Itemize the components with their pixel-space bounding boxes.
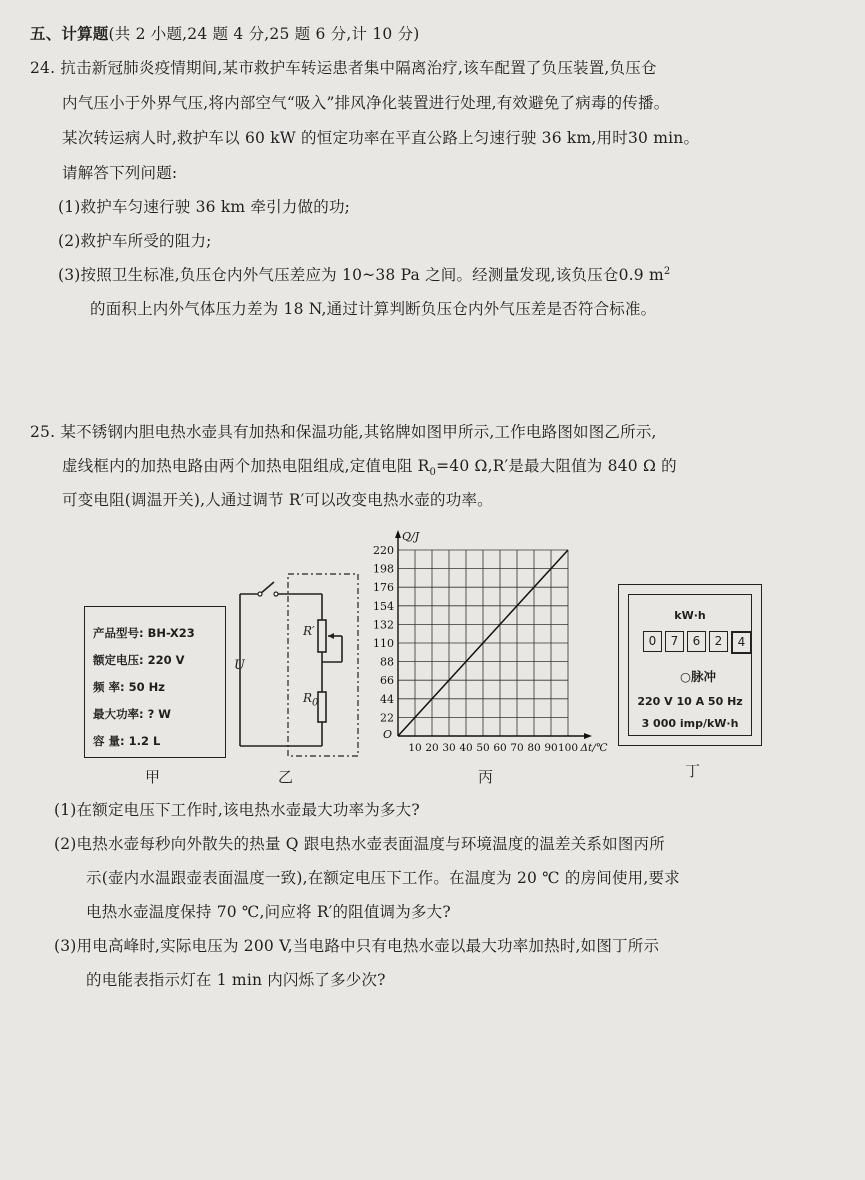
meter-pulse-indicator: ○脉冲 — [680, 669, 716, 684]
y-tick-label: 198 — [373, 562, 394, 576]
q24-line-3: 某次转运病人时,救护车以 60 kW 的恒定功率在平直公路上匀速行驶 36 km,用时30 min。 — [62, 129, 700, 147]
meter-digit: 0 — [643, 631, 662, 652]
y-tick-label: 220 — [373, 544, 394, 557]
q25-line-1: 25. 某不锈钢内胆电热水壶具有加热和保温功能,其铭牌如图甲所示,工作电路图如图乙所示, — [30, 423, 657, 441]
meter-digit: 2 — [709, 631, 728, 652]
nameplate-voltage: 额定电压: 220 V — [93, 653, 185, 667]
circuit-r0-label — [303, 691, 318, 708]
q25-line-2b: =40 Ω,R′是最大阻值为 840 Ω 的 — [436, 457, 677, 475]
y-axis-label: Q/J — [402, 530, 420, 543]
y-tick-label: 176 — [373, 581, 394, 595]
q25-line-2-sub: 0 — [429, 467, 437, 479]
q25-sub-3b: 的电能表指示灯在 1 min 内闪烁了多少次? — [86, 971, 386, 989]
meter-digit: 6 — [687, 631, 706, 652]
x-tick-label: 70 — [510, 742, 524, 754]
q24-sub-3a — [58, 263, 670, 285]
q24-sub-3b: 的面积上内外气体压力差为 18 N,通过计算判断负压仓内外气压差是否符合标准。 — [90, 300, 657, 318]
q24-line-1: 24. 抗击新冠肺炎疫情期间,某市救护车转运患者集中隔离治疗,该车配置了负压装置,负压仓 — [30, 59, 657, 77]
origin-label: O — [382, 728, 392, 741]
circuit-r-prime-label: R′ — [303, 624, 315, 638]
nameplate-model: 产品型号: BH-X23 — [93, 626, 195, 640]
x-axis-label: Δt/℃ — [580, 742, 608, 754]
x-tick-label: 20 — [425, 742, 439, 754]
x-tick-label: 30 — [442, 742, 456, 754]
y-tick-label: 44 — [380, 692, 394, 706]
q24-sub-2: (2)救护车所受的阻力; — [58, 232, 212, 250]
y-tick-label: 66 — [380, 674, 394, 688]
q25-sub-2c: 电热水壶温度保持 70 ℃,问应将 R′的阻值调为多大? — [86, 903, 451, 921]
meter-face — [628, 594, 752, 736]
q25-sub-2a: (2)电热水壶每秒向外散失的热量 Q 跟电热水壶表面温度与环境温度的温差关系如图丙所 — [54, 835, 665, 853]
section-note: (共 2 小题,24 题 4 分,25 题 6 分,计 10 分) — [108, 25, 420, 43]
caption-yi: 乙 — [278, 768, 294, 786]
q25-sub-1: (1)在额定电压下工作时,该电热水壶最大功率为多大? — [54, 801, 420, 819]
x-tick-label: 50 — [476, 742, 490, 754]
meter-digit-decimal: 4 — [731, 631, 752, 654]
x-tick-label: 90 — [544, 742, 558, 754]
q24-sub-3a-text: (3)按照卫生标准,负压仓内外气压差应为 10~38 Pa 之间。经测量发现,该负压仓0.9 m — [58, 266, 664, 284]
q24-line-2: 内气压小于外界气压,将内部空气“吸入”排风净化装置进行处理,有效避免了病毒的传播。 — [62, 94, 670, 112]
x-tick-label: 80 — [527, 742, 541, 754]
y-tick-label: 88 — [380, 655, 394, 669]
heat-loss-chart — [360, 524, 622, 760]
x-tick-label: 100 — [557, 742, 579, 754]
meter-digits — [643, 631, 755, 654]
circuit-diagram — [230, 570, 365, 760]
q24-sub-1: (1)救护车匀速行驶 36 km 牵引力做的功; — [58, 198, 351, 216]
meter-spec-2: 3 000 imp/kW·h — [641, 717, 739, 730]
nameplate-power: 最大功率: ? W — [93, 707, 171, 721]
y-tick-label: 132 — [373, 618, 394, 632]
section-heading — [30, 22, 420, 44]
meter-digit: 7 — [665, 631, 684, 652]
nameplate-frequency: 频 率: 50 Hz — [93, 680, 165, 694]
x-axis-arrow — [584, 733, 592, 739]
x-tick-label: 10 — [408, 742, 422, 754]
y-tick-label: 22 — [380, 711, 394, 725]
y-tick-label: 110 — [373, 637, 394, 650]
section-title: 五、计算题 — [30, 24, 109, 43]
caption-bing: 丙 — [478, 768, 494, 786]
q25-sub-3a: (3)用电高峰时,实际电压为 200 V,当电路中只有电热水壶以最大功率加热时,如图丁所示 — [54, 937, 660, 955]
y-axis-arrow — [395, 530, 401, 538]
circuit-r0-text: R — [303, 691, 313, 705]
circuit-r0-sub: 0 — [312, 697, 319, 709]
q25-line-2 — [62, 454, 677, 478]
q25-sub-2b: 示(壶内水温跟壶表面温度一致),在额定电压下工作。在温度为 20 ℃ 的房间使用,要求 — [86, 869, 680, 887]
q25-line-2a: 虚线框内的加热电路由两个加热电阻组成,定值电阻 R — [62, 457, 430, 475]
circuit-u-label: U — [234, 658, 245, 673]
y-tick-label: 154 — [373, 599, 394, 613]
nameplate-figure — [84, 606, 226, 758]
electricity-meter-figure — [618, 584, 762, 746]
x-tick-label: 40 — [459, 742, 473, 754]
caption-ding: 丁 — [685, 762, 701, 780]
q24-line-4: 请解答下列问题: — [62, 164, 178, 182]
q24-sub-3a-sup: 2 — [663, 265, 671, 277]
caption-jia: 甲 — [145, 768, 161, 786]
q25-line-3: 可变电阻(调温开关),人通过调节 R′可以改变电热水壶的功率。 — [62, 491, 493, 509]
meter-unit: kW·h — [674, 609, 706, 622]
x-tick-label: 60 — [493, 742, 507, 754]
meter-spec-1: 220 V 10 A 50 Hz — [637, 695, 743, 708]
nameplate-capacity: 容 量: 1.2 L — [93, 734, 161, 748]
